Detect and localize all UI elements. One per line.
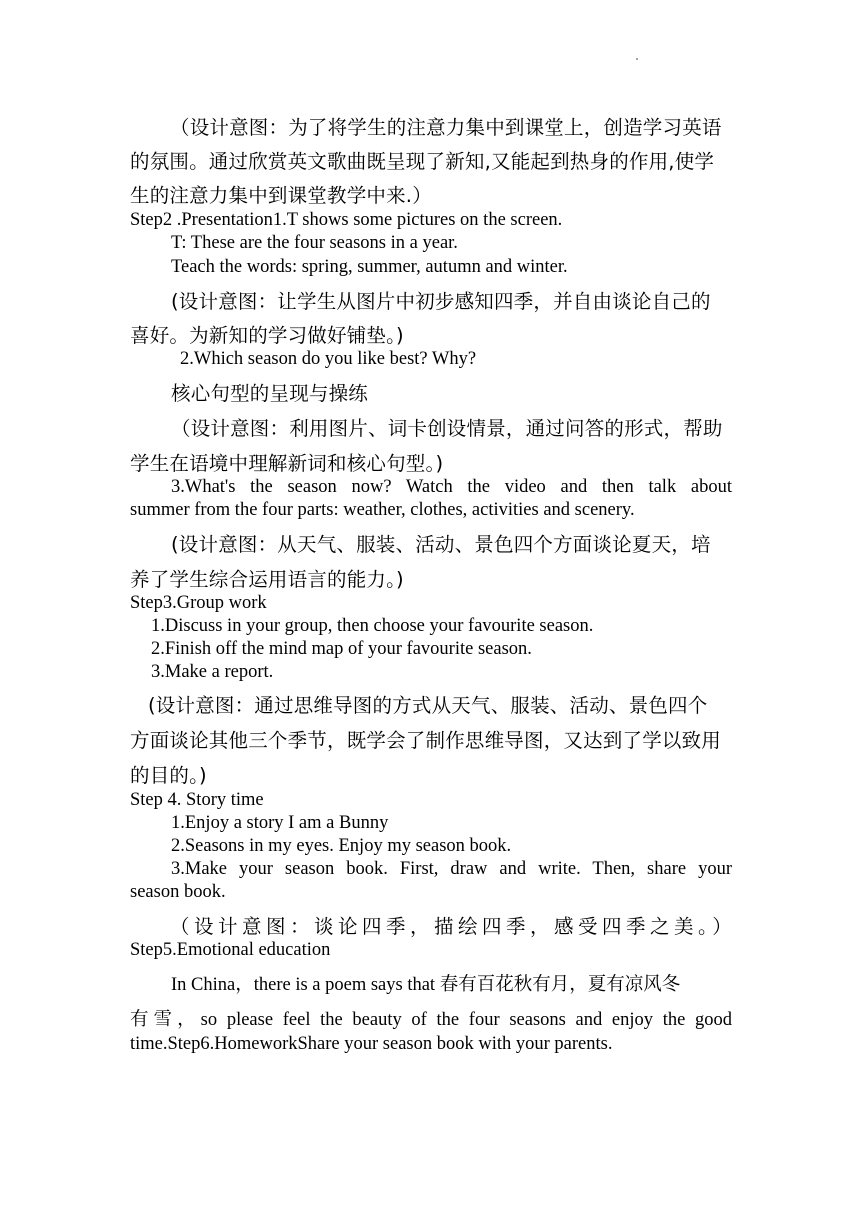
text-line: (设计意图：让学生从图片中初步感知四季，并自由谈论自己的 (171, 290, 711, 313)
text-line: time.Step6.HomeworkShare your season book with your parents. (130, 1034, 613, 1054)
text-line: Step3.Group work (130, 593, 267, 613)
text-line: 2.Which season do you like best? Why? (180, 349, 477, 369)
text-line: 3.Make a report. (151, 662, 274, 682)
text-line: 的氛围。通过欣赏英文歌曲既呈现了新知,又能起到热身的作用,使学 (130, 150, 715, 173)
text-line: 方面谈论其他三个季节，既学会了制作思维导图，又达到了学以致用 (130, 729, 722, 752)
text-line: summer from the four parts: weather, clothes, activities and scenery. (130, 500, 635, 520)
text-line: In China，there is a poem says that 春有百花秋有月，夏有凉风冬 (171, 975, 681, 995)
text-line: 1.Enjoy a story I am a Bunny (171, 813, 389, 833)
text-line: 2.Finish off the mind map of your favourite season. (151, 639, 532, 659)
text-line: 1.Discuss in your group, then choose your favourite season. (151, 616, 594, 636)
text-line: (设计意图：通过思维导图的方式从天气、服装、活动、景色四个 (148, 694, 708, 717)
text-line: 的目的。) (130, 764, 207, 787)
text-line: 有雪，so please feel the beauty of the four seasons and enjoy the good (130, 1010, 732, 1030)
text-line: （设计意图：谈论四季，描绘四季，感受四季之美。） (170, 915, 732, 938)
text-line: Step2 .Presentation1.T shows some pictures on the screen. (130, 210, 563, 230)
text-line: T: These are the four seasons in a year. (171, 233, 458, 253)
text-line: 3.Make your season book. First, draw and write. Then, share your (171, 859, 732, 879)
text-line: 2.Seasons in my eyes. Enjoy my season book. (171, 836, 512, 856)
text-line: （设计意图：为了将学生的注意力集中到课堂上，创造学习英语 (170, 116, 722, 139)
text-line: （设计意图：利用图片、词卡创设情景，通过问答的形式，帮助 (171, 417, 723, 440)
text-line: Step5.Emotional education (130, 940, 331, 960)
text-line: (设计意图：从天气、服装、活动、景色四个方面谈论夏天，培 (171, 533, 711, 556)
text-line: Teach the words: spring, summer, autumn and winter. (171, 257, 568, 277)
page-mark (636, 58, 638, 60)
text-line: 核心句型的呈现与操练 (171, 382, 369, 405)
text-line: Step 4. Story time (130, 790, 264, 810)
text-line: 3.What's the season now? Watch the video and then talk about (171, 477, 732, 497)
text-line: 养了学生综合运用语言的能力。) (130, 568, 404, 591)
text-line: 喜好。为新知的学习做好铺垫。) (130, 324, 404, 347)
text-line: season book. (130, 882, 226, 902)
text-line: 生的注意力集中到课堂教学中来.） (130, 184, 432, 207)
text-line: 学生在语境中理解新词和核心句型。) (130, 452, 444, 475)
